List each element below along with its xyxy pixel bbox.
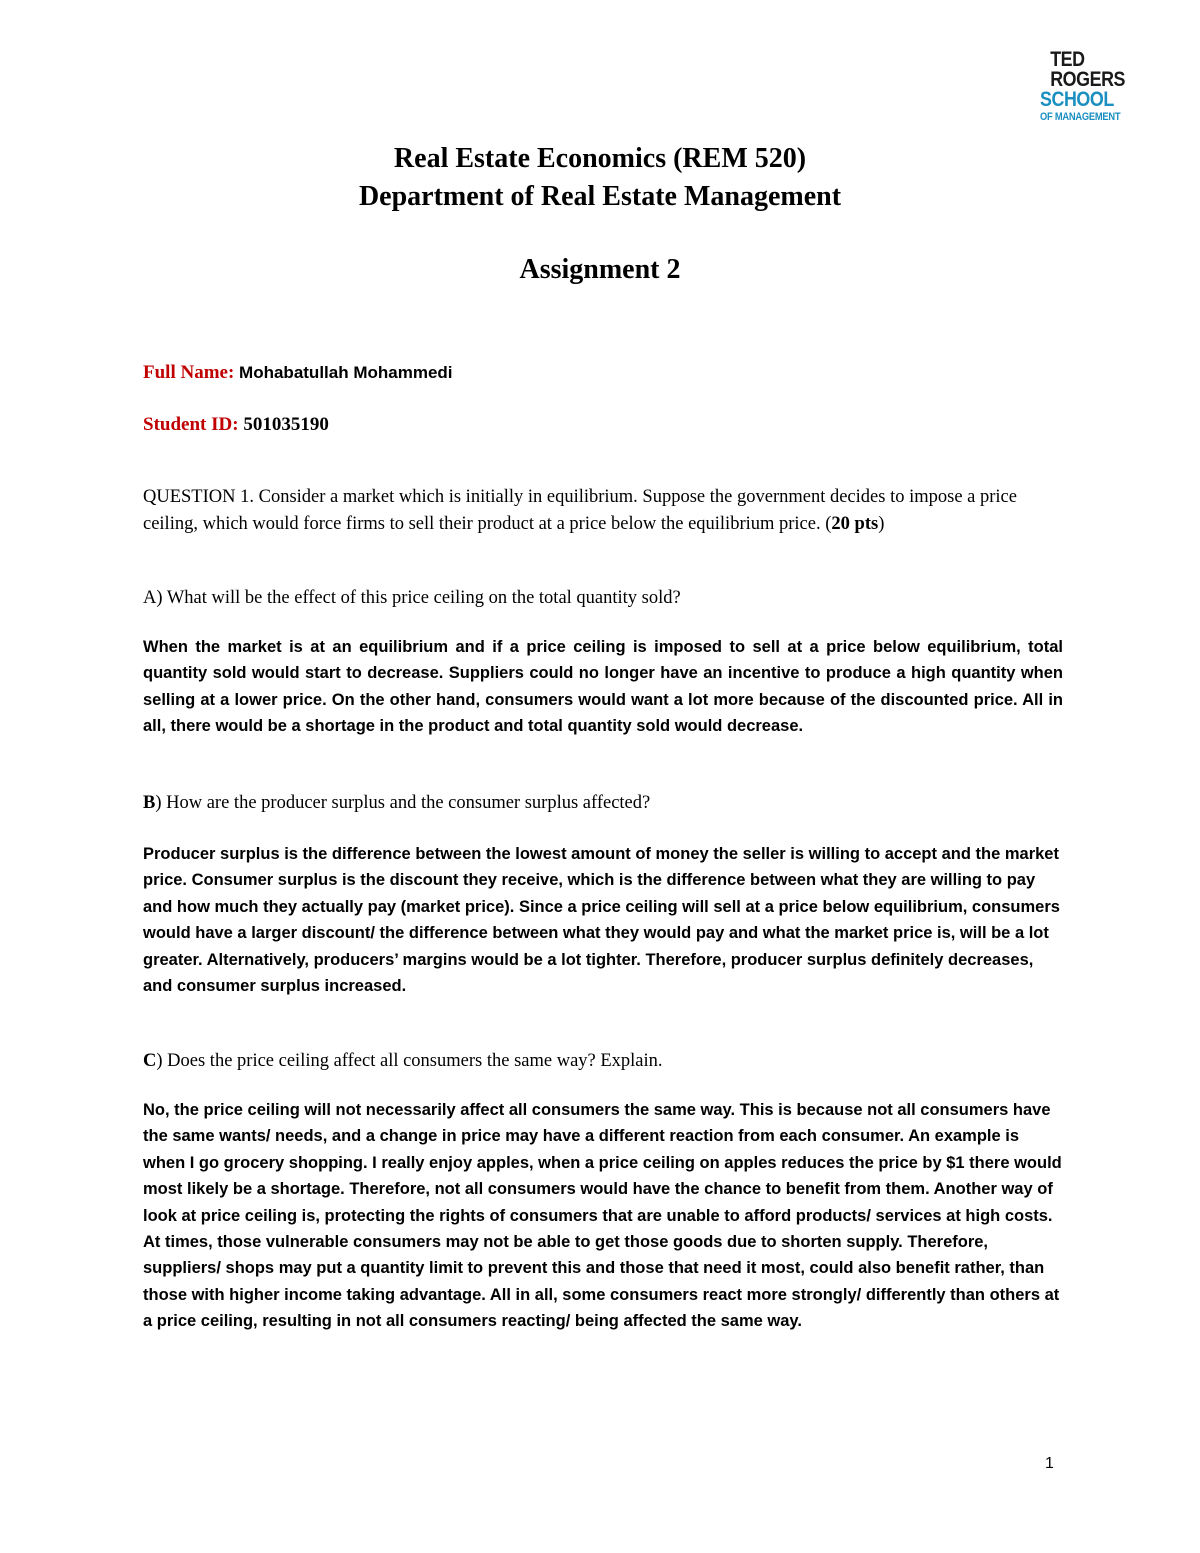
part-b-question: [143, 790, 1063, 817]
full-name-value: Mohabatullah Mohammedi: [239, 363, 453, 382]
logo-line-rogers: ROGERS: [1050, 68, 1126, 91]
ted-rogers-logo: [1040, 50, 1150, 124]
question-1-label: QUESTION 1.: [143, 487, 254, 507]
part-a-question: [143, 585, 1063, 612]
logo-line-school: SCHOOL: [1040, 88, 1114, 111]
part-b-question-text: ) How are the producer surplus and the consumer surplus affected?: [155, 793, 651, 813]
student-id-label: Student ID:: [143, 414, 239, 435]
part-a-letter: A: [143, 588, 157, 608]
part-b-letter: B: [143, 793, 156, 813]
assignment-title: Assignment 2: [519, 254, 681, 285]
part-b-answer: Producer surplus is the difference between the lowest amount of money the seller is willing to accept and the market price. Consumer surplus is the discount they receive, which is the difference between what they are willing to pay and how much they actually pay (market price). Since a price ceiling will sell at a price below equilibrium, consumers would have a larger discount/ the difference between what they would pay and what the market price is, will be a lot greater. Alternatively, producers’ margins would be a lot tighter. Therefore, producer surplus definitely decreases, and consumer surplus increased.: [143, 845, 1060, 996]
part-c-question: [143, 1048, 1063, 1075]
course-title: Real Estate Economics (REM 520): [393, 143, 807, 174]
part-a-answer: When the market is at an equilibrium and if a price ceiling is imposed to sell at a price below equilibrium, total quantity sold would start to decrease. Suppliers could no longer have an incentive to produce a high quantity when selling at a lower price. On the other hand, consumers would want a lot more because of the discounted price. All in all, there would be a shortage in the product and total quantity sold would decrease.: [143, 638, 1063, 736]
logo-line-management: OF MANAGEMENT: [1040, 111, 1121, 123]
question-1-close: ): [878, 513, 885, 534]
page-number: 1: [1045, 1455, 1054, 1472]
full-name-label: Full Name:: [143, 362, 235, 383]
question-1: [143, 484, 1063, 537]
department-title: Department of Real Estate Management: [358, 181, 842, 212]
full-name-row: [143, 362, 453, 384]
student-id-row: [143, 414, 329, 436]
part-a-question-text: ) What will be the effect of this price ceiling on the total quantity sold?: [156, 588, 681, 608]
part-c-letter: C: [143, 1051, 157, 1071]
student-id-value: 501035190: [243, 414, 329, 435]
question-1-points: 20 pts: [831, 513, 879, 534]
question-1-text: Consider a market which is initially in equilibrium. Suppose the government decides to impose a price ceiling, which would force firms to sell their product at a price below the equilibrium price. (: [143, 487, 1017, 534]
part-c-question-text: ) Does the price ceiling affect all consumers the same way? Explain.: [156, 1051, 663, 1071]
part-c-answer: No, the price ceiling will not necessarily affect all consumers the same way. This is because not all consumers have the same wants/ needs, and a change in price may have a different reaction from each consumer. An example is when I go grocery shopping. I really enjoy apples, when a price ceiling on apples reduces the price by $1 there would most likely be a shortage. Therefore, not all consumers would have the chance to benefit from them. Another way of look at price ceiling is, protecting the rights of consumers that are unable to afford products/ services at high costs. At times, those vulnerable consumers may not be able to get those goods due to shorten supply. Therefore, suppliers/ shops may put a quantity limit to prevent this and those that need it most, could also benefit rather, than those with higher income taking advantage. All in all, some consumers react more strongly/ differently than others at a price ceiling, resulting in not all consumers reacting/ being affected the same way.: [143, 1101, 1062, 1331]
logo-line-ted: TED: [1050, 48, 1085, 71]
